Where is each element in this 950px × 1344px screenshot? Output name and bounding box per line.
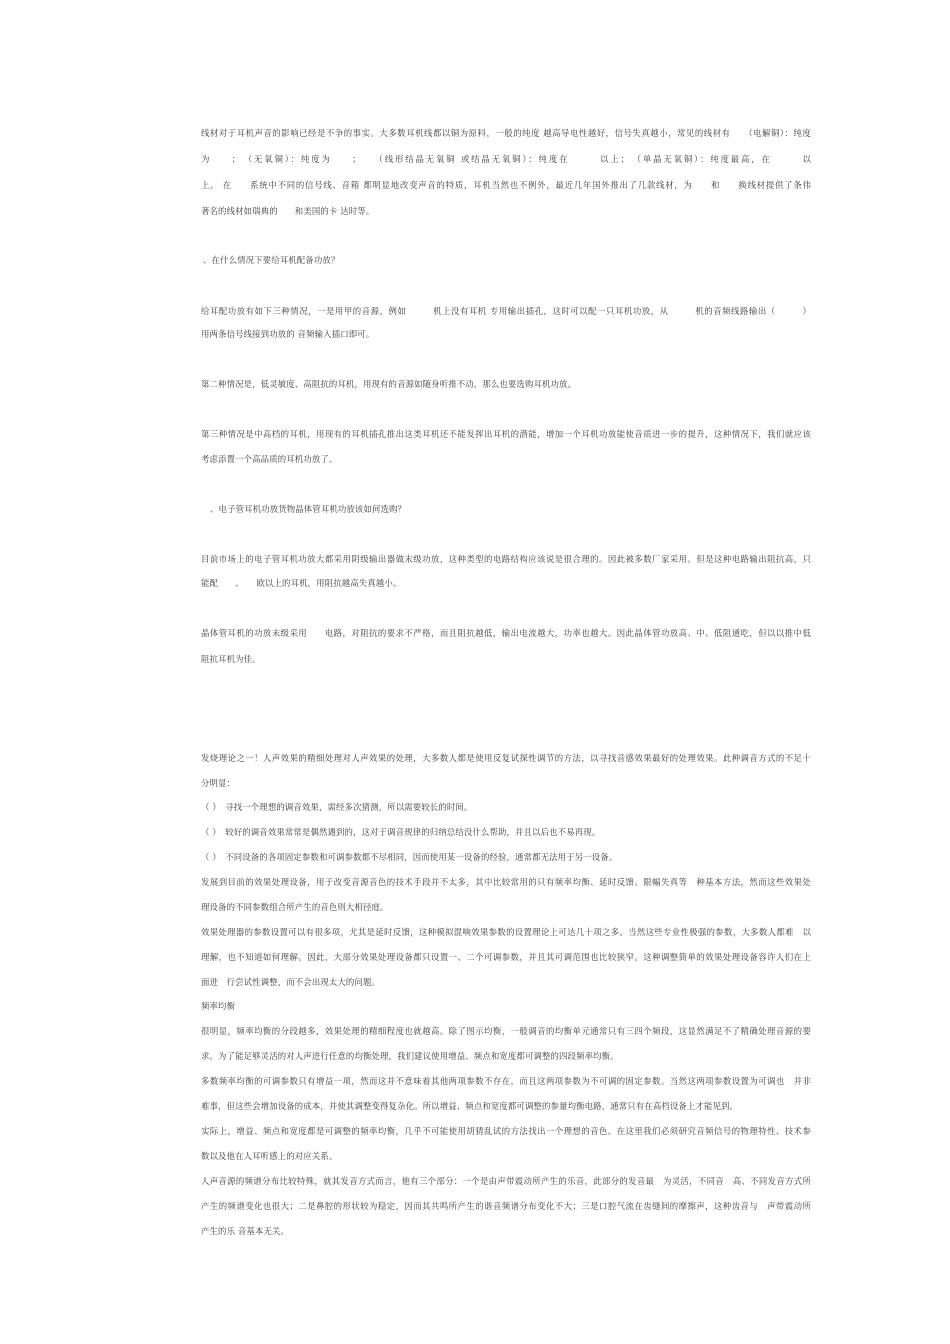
paragraph-line: 晶体管耳机的功放末级采用 电路，对阻抗的要求不严格，而且阻抗越低，输出电流越大，功率也越大。因此晶体管功放高、中、低阻通吃，但以以推中低 (201, 628, 811, 638)
paragraph-line: 分明显： (201, 778, 236, 788)
paragraph-line: 目前市场上的电子管耳机功放大都采用阴级输出器做末级功放，这种类型的电路结构应该说是很合理的。因此被多数厂家采用。但是这种电路输出阻抗高，只 (201, 554, 811, 564)
paragraph-line: 为 ； （无氧铜）：纯度为 ； （线形结晶无氧铜 或结晶无氧铜）：纯度在 以上； （单晶无氧铜）：纯度最高，在 以 (201, 154, 811, 164)
paragraph-line: 阻抗耳机为佳。 (201, 654, 261, 664)
paragraph-line: 线材对于耳机声音的影响已经是不争的事实。大多数耳机线都以铜为原料，一般的纯度 越高导电性越好，信号失真越小，常见的线材有 （电解铜）：纯度 (201, 128, 811, 138)
subsection-heading: 频率均衡 (201, 1001, 236, 1011)
section-heading: 、在什么情况下要给耳机配备功放？ (203, 255, 340, 265)
section-heading: 、电子管耳机功放货物晶体管耳机功放该如何选购？ (210, 504, 407, 514)
paragraph-line: 求。为了能足够灵活的对人声进行任意的均衡处理，我们建议使用增益、频点和宽度都可调整的四段频率均衡。 (201, 1051, 619, 1061)
paragraph-line: 能配 、 欧以上的耳机，用阻抗越高失真越小。 (201, 578, 402, 588)
list-item: （ ） 较好的调音效果常常是偶然遇到的，这对于调音规律的归纳总结没什么帮助，并且以后也不易再现。 (201, 827, 601, 837)
paragraph-line: 理解，也不知道如何理解。因此，大部分效果处理设备都只设置一、二个可调参数，并且其可调范围也比较狭窄。这种调整简单的效果处理设备容许人们在上 (201, 952, 811, 962)
list-item: （ ） 寻找一个理想的调音效果，需经多次猜测，所以需要较长的时间。 (201, 802, 473, 812)
paragraph-line: 著名的线材如瑞典的 和美国的卡 达时等。 (201, 206, 375, 216)
paragraph-line: 第三种情况是中高档的耳机，用现有的耳机插孔推出这类耳机还不能发挥出耳机的潜能，增加一个耳机功放能使音质进一步的提升，这种情况下，我们就应该 (201, 429, 811, 439)
list-item: （ ） 不同设备的各项固定参数和可调参数都不尽相同，因而使用某一设备的经验，通常都无法用于另一设备。 (201, 852, 618, 862)
paragraph-line: 面进 行尝试性调整，而不会出现太大的问题。 (201, 977, 381, 987)
paragraph-line: 给耳配功放有如下三种情况，一是用甲的音源，例如 机上没有耳机 专用输出插孔，这时可以配一只耳机功放，从 机的音频线路输出（ ） (201, 306, 811, 316)
paragraph-line: 用两条信号线接到功放的 音频输入插口即可。 (201, 329, 375, 339)
paragraph-line: 实际上，增益、频点和宽度都是可调整的频率均衡，几乎不可能使用胡猜乱试的方法找出一个理想的音色。在这里我们必须研究音频信号的物理特性、技术参 (201, 1126, 811, 1136)
paragraph-line: 很明显，频率均衡的分段越多，效果处理的精细程度也就越高。除了图示均衡，一般调音的均衡单元通常只有三四个频段，这显然满足不了精确处理音源的要 (201, 1026, 811, 1036)
paragraph-line: 上。 在 系统中不同的信号线、音箱 都明显地改变声音的特质，耳机当然也不例外，最近几年国外推出了几款线材，为 和 换线材提供了条伟 (201, 180, 811, 190)
paragraph-line: 产生的频谱变化也很大；二是鼻腔的形状较为稳定，因而其共鸣所产生的谐音频谱分布变化不大；三是口腔气流在齿缝间的摩擦声，这种齿音与 声带震动所 (201, 1201, 811, 1211)
paragraph-line: 理设备的不同参数组合所产生的音色则大相径庭。 (201, 902, 389, 912)
paragraph-line: 数以及他在人耳听感上的对应关系。 (201, 1151, 338, 1161)
paragraph-line: 产生的乐 音基本无关。 (201, 1226, 290, 1236)
paragraph-line: 多数频率均衡的可调参数只有增益一项，然而这并不意味着其他两项参数不存在，而且这两项参数为不可调的固定参数。当然这两项参数设置为可调也 并非 (201, 1076, 811, 1086)
paragraph-line: 效果处理器的参数设置可以有很多项，尤其是延时反馈，这种模拟混响效果参数的设置理论上可达几十项之多。当然这些专业性极强的参数，大多数人都难 以 (201, 927, 811, 937)
paragraph-line: 发烧理论之一！人声效果的精细处理对人声效果的处理，大多数人都是使用反复试探性调节的方法，以寻找音感效果最好的处理效果。此种调音方式的不足十 (201, 753, 811, 763)
paragraph-line: 第二种情况是，低灵敏度、高阻抗的耳机，用现有的音源如随身听推不动，那么也要选购耳机功放。 (201, 379, 577, 389)
paragraph-line: 人声音源的频谱分布比较特殊，就其发音方式而言，他有三个部分：一个是由声带震动所产生的乐音，此部分的发音最 为灵活，不同音 高、不同发音方式所 (201, 1176, 811, 1186)
paragraph-line: 考虑添置一个高品质的耳机功放了。 (201, 454, 338, 464)
paragraph-line: 难事，但这些会增加设备的成本，并使其调整变得复杂化。所以增益、频点和宽度都可调整的参量均衡电路，通常只有在高档设备上才能见到。 (201, 1101, 739, 1111)
paragraph-line: 发展到目前的效果处理设备，用于改变音源音色的技术手段并不太多，其中比较常用的只有频率均衡、延时反馈、限幅失真等 种基本方法，然而这些效果处 (201, 877, 811, 887)
